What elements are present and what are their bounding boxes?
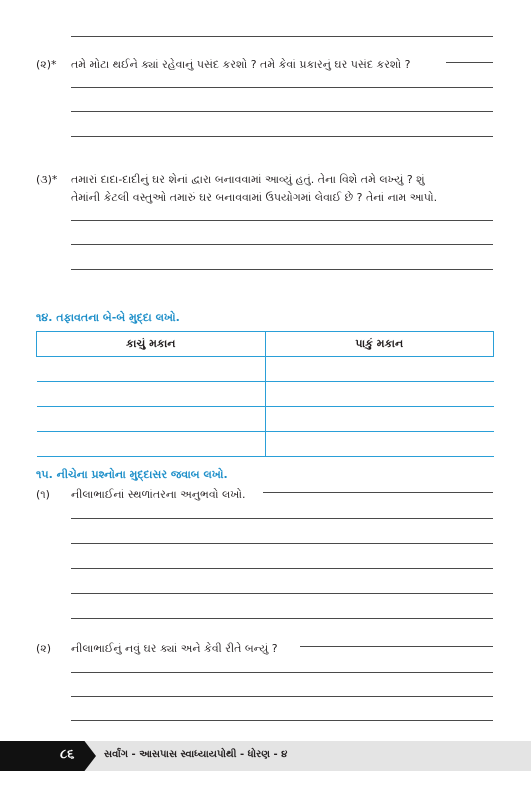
table-row: [37, 357, 494, 382]
table-cell[interactable]: [37, 407, 266, 432]
page-number: ૮૬: [60, 747, 75, 762]
question-text: નીલાભાઈનું નવું ઘર ક્યાં અને કેવી રીતે બન્યું ?: [71, 642, 278, 655]
table-row: [37, 407, 494, 432]
question-text: તમે મોટા થઈને ક્યાં રહેવાનું પસંદ કરશો ? તમે કેવાં પ્રકારનું ઘર પસંદ કરશો ?: [71, 58, 411, 71]
section-heading: ૧૫. નીચેના પ્રશ્નોના મુદ્દાસર જવાબ લખો.: [36, 468, 228, 481]
answer-line[interactable]: [71, 518, 493, 519]
table-cell[interactable]: [37, 382, 266, 407]
book-title: સર્વાંગ - આસપાસ સ્વાધ્યાયપોથી - ધોરણ - ૪: [104, 749, 288, 760]
answer-line[interactable]: [446, 62, 493, 63]
answer-line[interactable]: [71, 543, 493, 544]
answer-line[interactable]: [300, 646, 493, 647]
column-header-kachu: કાચું મકાન: [37, 332, 266, 357]
question-number: (૨): [36, 642, 52, 655]
section-heading: ૧૪. તફાવતના બે-બે મુદ્દા લખો.: [36, 311, 180, 324]
question-text: નીલાભાઈનાં સ્થળાંતરના અનુભવો લખો.: [71, 488, 246, 501]
answer-line[interactable]: [71, 568, 493, 569]
table-cell[interactable]: [265, 407, 494, 432]
question-number: (૨)*: [36, 58, 57, 71]
answer-line[interactable]: [71, 136, 493, 137]
comparison-table: [36, 331, 494, 457]
question-number: (૩)*: [36, 173, 58, 186]
answer-line[interactable]: [71, 220, 493, 221]
question-text-line1: તમારાં દાદા-દાદીનું ઘર શેનાં દ્વારા બનાવવામાં આવ્યું હતું. તેના વિશે તમે લખ્યું ? શું: [71, 173, 425, 186]
table-cell[interactable]: [37, 432, 266, 457]
answer-line[interactable]: [71, 87, 493, 88]
table-cell[interactable]: [265, 432, 494, 457]
footer-page-tab: [0, 741, 96, 771]
table-cell[interactable]: [265, 382, 494, 407]
table-row: [37, 382, 494, 407]
answer-line[interactable]: [71, 36, 493, 37]
column-header-paku: પાકું મકાન: [265, 332, 494, 357]
question-number: (૧): [36, 488, 50, 501]
answer-line[interactable]: [263, 492, 493, 493]
answer-line[interactable]: [71, 244, 493, 245]
table-row: [37, 432, 494, 457]
answer-line[interactable]: [71, 696, 493, 697]
page-footer: [0, 741, 531, 771]
answer-line[interactable]: [71, 720, 493, 721]
question-text-line2: તેમાંની કેટલી વસ્તુઓ તમારું ઘર બનાવવામાં ઉપયોગમાં લેવાઈ છે ? તેનાં નામ આપો.: [71, 191, 438, 204]
answer-line[interactable]: [71, 269, 493, 270]
table-cell[interactable]: [37, 357, 266, 382]
answer-line[interactable]: [71, 111, 493, 112]
answer-line[interactable]: [71, 593, 493, 594]
answer-line[interactable]: [71, 672, 493, 673]
answer-line[interactable]: [71, 618, 493, 619]
table-cell[interactable]: [265, 357, 494, 382]
